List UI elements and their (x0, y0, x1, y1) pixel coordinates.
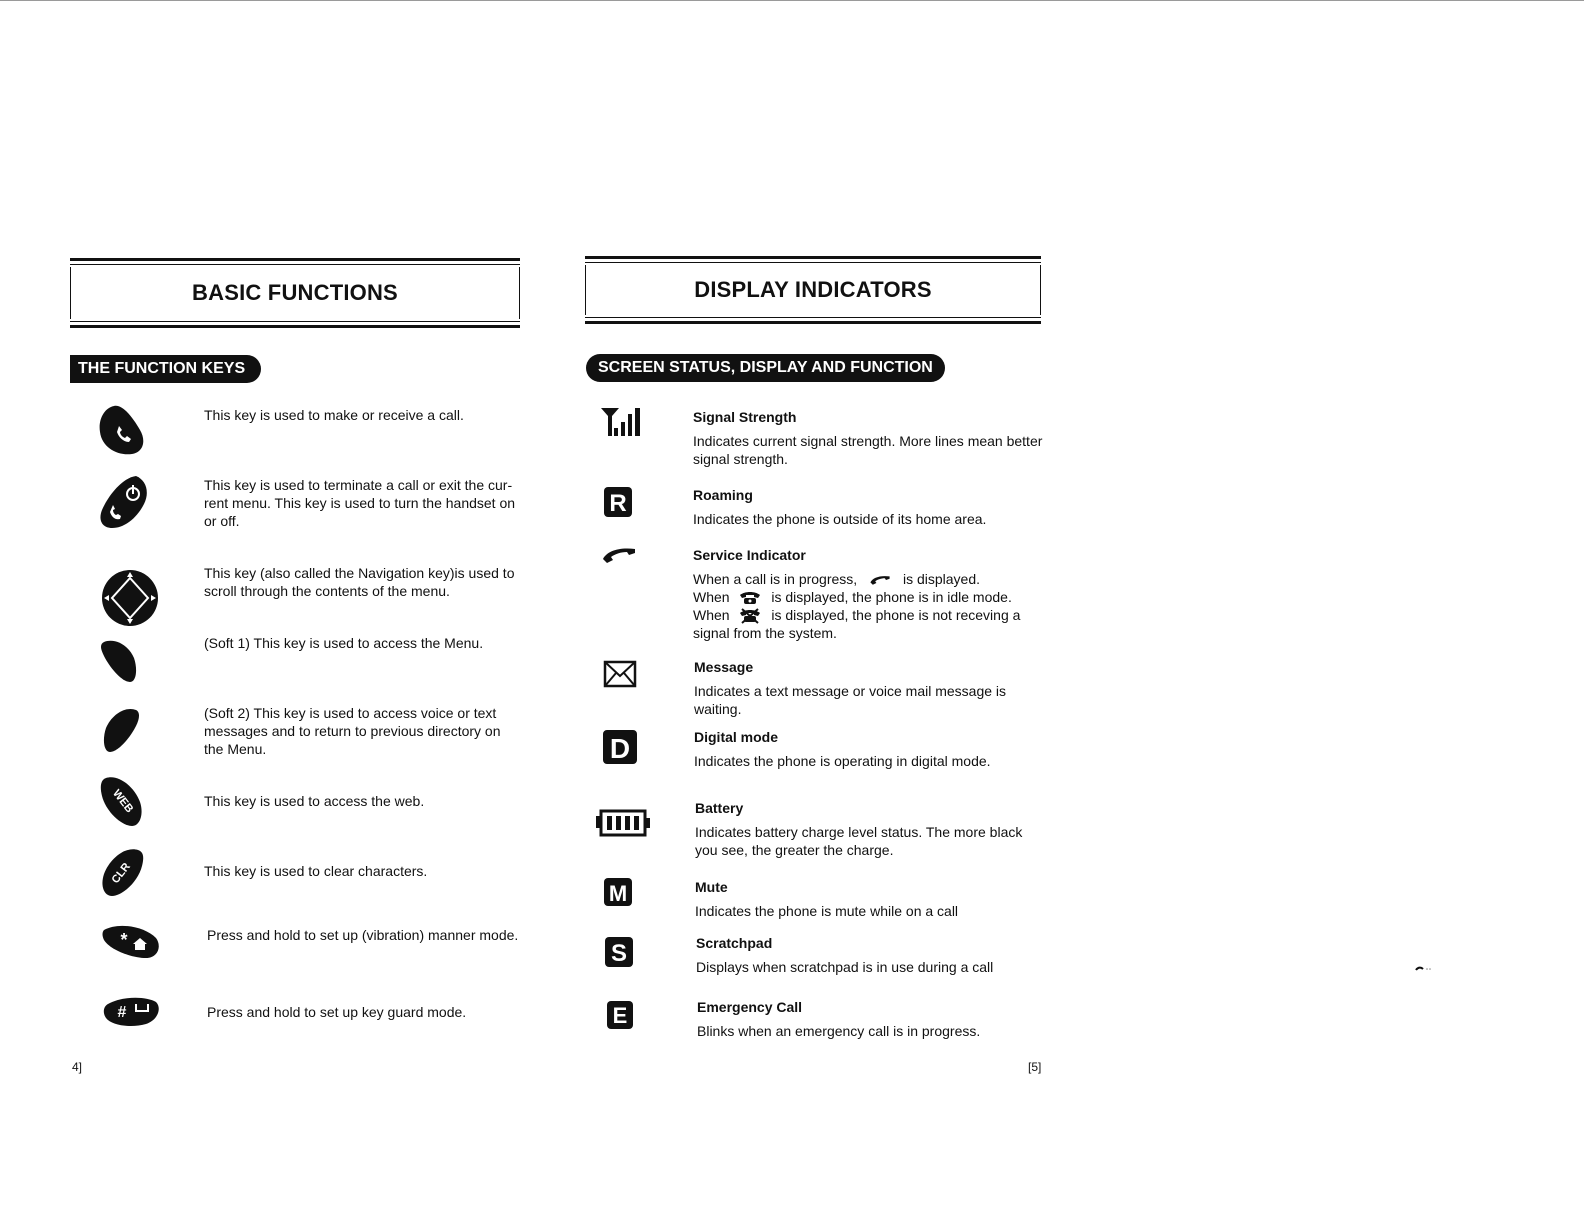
indicator-desc: Indicates a text message or voice mail message is waiting. (694, 683, 1007, 717)
left-page-number: 4] (72, 1060, 83, 1074)
indicator-desc: Indicates the phone is operating in digital mode. (694, 753, 991, 769)
pound-key-icon (102, 994, 162, 1030)
service-desc (693, 570, 1043, 642)
no-service-icon (739, 608, 761, 624)
indicator-desc: Blinks when an emergency call is in progress. (697, 1023, 981, 1039)
indicator-digital (694, 728, 1044, 770)
navigation-key-icon (100, 568, 160, 628)
emergency-icon (606, 1000, 634, 1030)
digital-letter: D (609, 733, 631, 764)
indicator-emergency (697, 998, 1047, 1040)
indicator-signal (693, 408, 1043, 468)
function-keys-label: THE FUNCTION KEYS (70, 355, 261, 383)
mute-icon (603, 877, 633, 907)
indicator-title: Roaming (693, 487, 753, 503)
right-page-number: [5] (1028, 1060, 1042, 1074)
service-line1-b: is displayed. (902, 571, 981, 587)
signal-strength-icon (600, 406, 650, 438)
web-key-icon (98, 774, 144, 828)
indicator-title: Mute (695, 879, 728, 895)
indicator-desc: Indicates the phone is mute while on a call (695, 903, 959, 919)
idle-phone-icon (739, 591, 761, 605)
roaming-letter: R (609, 490, 627, 517)
soft1-key-icon (100, 638, 140, 684)
indicator-title: Message (694, 659, 754, 675)
indicator-service (693, 546, 1043, 642)
message-envelope-icon (603, 660, 637, 688)
roaming-icon (603, 486, 633, 518)
digital-mode-icon (602, 729, 638, 765)
indicator-desc: Indicates battery charge level status. The more black you see, the greater the charge. (695, 824, 1023, 858)
indicator-title: Scratchpad (696, 935, 773, 951)
clr-key-icon (100, 846, 146, 898)
web-key-label: WEB (110, 787, 136, 816)
scratchpad-icon (604, 936, 634, 968)
star-key-icon (100, 922, 162, 962)
top-rule (0, 0, 1584, 1)
in-call-icon (867, 574, 893, 586)
star-key-desc: Press and hold to set up (vibration) manner mode. (207, 927, 519, 943)
star-key-label: * (120, 930, 128, 950)
soft2-key-icon (100, 706, 140, 754)
web-key-desc: This key is used to access the web. (204, 793, 425, 809)
soft2-key-desc: (Soft 2) This key is used to access voice or text messages and to return to previous directory on the Menu. (204, 705, 501, 757)
clr-key-desc: This key is used to clear characters. (204, 863, 428, 879)
indicator-title: Emergency Call (697, 999, 803, 1015)
indicator-roaming (693, 486, 1043, 528)
indicator-desc: Indicates the phone is outside of its home area. (693, 511, 987, 527)
end-power-key-icon (98, 474, 150, 530)
indicator-battery (695, 799, 1045, 859)
soft1-key-desc: (Soft 1) This key is used to access the Menu. (204, 635, 484, 651)
pound-key-label: # (117, 1004, 127, 1021)
mute-letter: M (608, 881, 628, 906)
right-page-title: DISPLAY INDICATORS (585, 265, 1041, 315)
indicator-title: Signal Strength (693, 409, 797, 425)
left-section-header (70, 258, 520, 328)
service-line3-b: is displayed, the phone is not receving a signal from the system. (693, 607, 1021, 642)
send-key-desc: This key is used to make or receive a call. (204, 407, 464, 423)
scan-mark-icon (1415, 965, 1433, 973)
indicator-title: Service Indicator (693, 547, 806, 563)
emergency-letter: E (612, 1003, 628, 1028)
service-line1-a: When a call is in progress, (693, 571, 858, 587)
service-line2-b: is displayed, the phone is in idle mode. (771, 589, 1012, 605)
indicator-mute (695, 878, 1045, 920)
navigation-key-desc: This key (also called the Navigation key)is used to scroll through the contents of the menu. (204, 565, 515, 599)
scratchpad-letter: S (610, 940, 628, 967)
right-section-header (585, 256, 1041, 324)
left-page-title: BASIC FUNCTIONS (70, 267, 520, 319)
indicator-scratchpad (696, 934, 1046, 976)
indicator-title: Battery (695, 800, 744, 816)
end-key-desc: This key is used to terminate a call or exit the cur- rent menu. This key is used to turn the handset on or off. (204, 477, 516, 529)
service-line2-a: When (693, 589, 730, 605)
pound-key-desc: Press and hold to set up key guard mode. (207, 1004, 467, 1020)
battery-icon (595, 808, 651, 838)
service-handset-icon (601, 545, 637, 565)
indicator-desc: Displays when scratchpad is in use during a call (696, 959, 994, 975)
clr-key-label: CLR (109, 860, 133, 886)
screen-status-label: SCREEN STATUS, DISPLAY AND FUNCTION (586, 354, 945, 382)
indicator-desc: Indicates current signal strength. More lines mean better signal strength. (693, 433, 1043, 467)
send-key-icon (98, 402, 148, 456)
indicator-message (694, 658, 1044, 718)
indicator-title: Digital mode (694, 729, 779, 745)
service-line3-a: When (693, 607, 730, 623)
